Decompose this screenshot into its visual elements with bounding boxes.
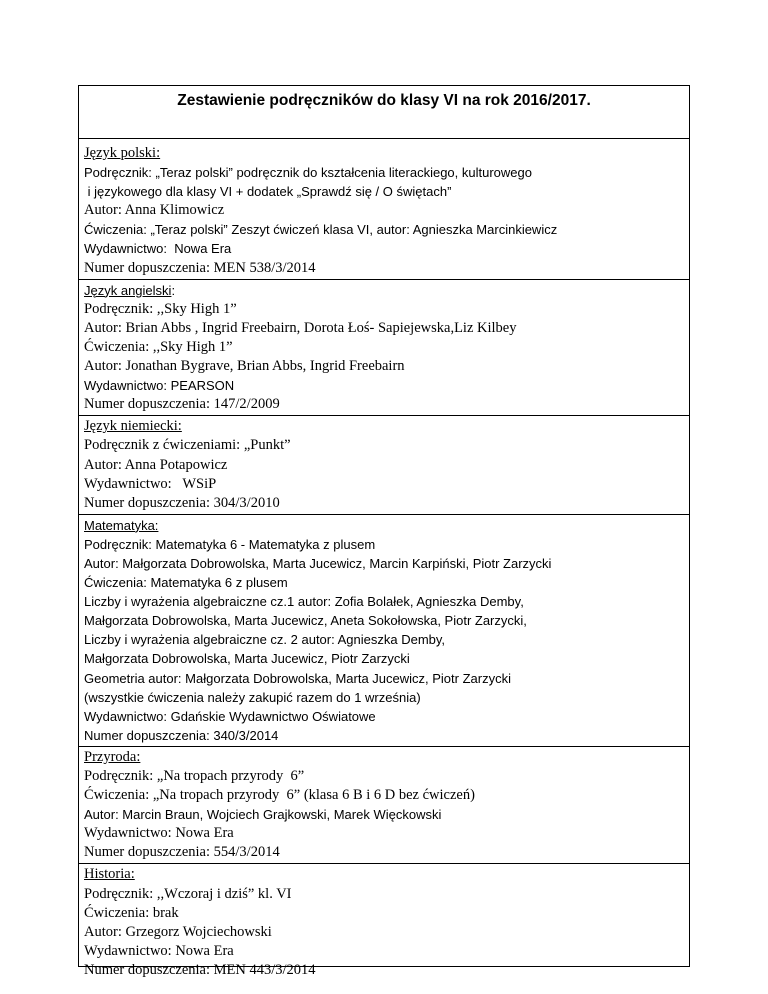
section-line: Numer dopuszczenia: MEN 538/3/2014 <box>84 259 316 276</box>
section-line: Ćwiczenia: ,,Sky High 1” <box>84 338 233 355</box>
section-line: Autor: Anna Potapowicz <box>84 456 228 473</box>
section-line: Podręcznik: ,,Wczoraj i dziś” kl. VI <box>84 885 292 902</box>
section-line: Ćwiczenia: „Teraz polski” Zeszyt ćwiczeń klasa VI, autor: Agnieszka Marcinkiewicz <box>84 222 558 238</box>
section-math <box>79 515 689 747</box>
section-heading: Język angielski <box>84 282 172 298</box>
section-line: Autor: Brian Abbs , Ingrid Freebairn, Dorota Łoś- Sapiejewska,Liz Kilbey <box>84 319 517 336</box>
section-german <box>79 416 689 514</box>
section-heading: Język niemiecki: <box>84 418 182 435</box>
section-line: Wydawnictwo: Nowa Era <box>84 942 234 959</box>
section-line: Geometria autor: Małgorzata Dobrowolska, Marta Jucewicz, Piotr Zarzycki <box>84 670 511 686</box>
section-line: Wydawnictwo: Nowa Era <box>84 241 232 257</box>
section-heading: Język polski: <box>84 145 161 161</box>
section-line: Liczby i wyrażenia algebraiczne cz. 2 autor: Agnieszka Demby, <box>84 632 446 648</box>
section-line: Podręcznik z ćwiczeniami: „Punkt” <box>84 437 291 454</box>
section-line: i językowego dla klasy VI + dodatek „Sprawdź się / O świętach” <box>84 184 452 200</box>
textbook-table <box>78 85 690 978</box>
section-line: Ćwiczenia: Matematyka 6 z plusem <box>84 575 288 591</box>
section-history <box>79 864 689 978</box>
section-heading: Matematyka: <box>84 517 159 533</box>
section-heading: Przyroda: <box>84 748 141 765</box>
section-line: Autor: Grzegorz Wojciechowski <box>84 923 272 940</box>
section-line: Wydawnictwo: WSiP <box>84 475 217 492</box>
document-title: Zestawienie podręczników do klasy VI na rok 2016/2017. <box>177 92 591 109</box>
section-line: Autor: Anna Klimowicz <box>84 202 225 219</box>
title-row <box>79 86 689 139</box>
section-line: Numer dopuszczenia: 554/3/2014 <box>84 844 280 861</box>
section-line: Numer dopuszczenia: 340/3/2014 <box>84 727 279 743</box>
section-polish <box>79 139 689 280</box>
section-line: Małgorzata Dobrowolska, Marta Jucewicz, Aneta Sokołowska, Piotr Zarzycki, <box>84 613 527 629</box>
section-line: (wszystkie ćwiczenia należy zakupić razem do 1 września) <box>84 689 421 705</box>
section-line: Numer dopuszczenia: MEN 443/3/2014 <box>84 961 316 978</box>
section-line: Podręcznik: Matematyka 6 - Matematyka z plusem <box>84 536 376 552</box>
section-line: Ćwiczenia: „Na tropach przyrody 6” (klasa 6 B i 6 D bez ćwiczeń) <box>84 787 475 804</box>
section-line: Małgorzata Dobrowolska, Marta Jucewicz, Piotr Zarzycki <box>84 651 410 667</box>
section-line: Wydawnictwo: Nowa Era <box>84 825 234 842</box>
section-line: Podręcznik: „Teraz polski” podręcznik do kształcenia literackiego, kulturowego <box>84 165 532 181</box>
section-line: Ćwiczenia: brak <box>84 904 179 921</box>
section-heading-row <box>84 281 689 300</box>
section-nature <box>79 747 689 865</box>
section-line: Autor: Jonathan Bygrave, Brian Abbs, Ingrid Freebairn <box>84 358 405 375</box>
section-line: Wydawnictwo: PEARSON <box>84 378 235 394</box>
section-line: Autor: Marcin Braun, Wojciech Grajkowski, Marek Więckowski <box>84 807 442 823</box>
section-line: Podręcznik: ,,Sky High 1” <box>84 300 237 317</box>
section-line: Numer dopuszczenia: 147/2/2009 <box>84 396 280 413</box>
section-heading: Historia: <box>84 866 135 883</box>
section-line: Podręcznik: „Na tropach przyrody 6” <box>84 768 305 784</box>
section-line: Wydawnictwo: Gdańskie Wydawnictwo Oświatowe <box>84 708 376 724</box>
section-english <box>79 280 689 417</box>
section-line: Numer dopuszczenia: 304/3/2010 <box>84 494 280 511</box>
section-line: Autor: Małgorzata Dobrowolska, Marta Jucewicz, Marcin Karpiński, Piotr Zarzycki <box>84 555 552 571</box>
section-line: Liczby i wyrażenia algebraiczne cz.1 autor: Zofia Bolałek, Agnieszka Demby, <box>84 594 524 610</box>
section-heading-suffix: : <box>171 282 176 298</box>
